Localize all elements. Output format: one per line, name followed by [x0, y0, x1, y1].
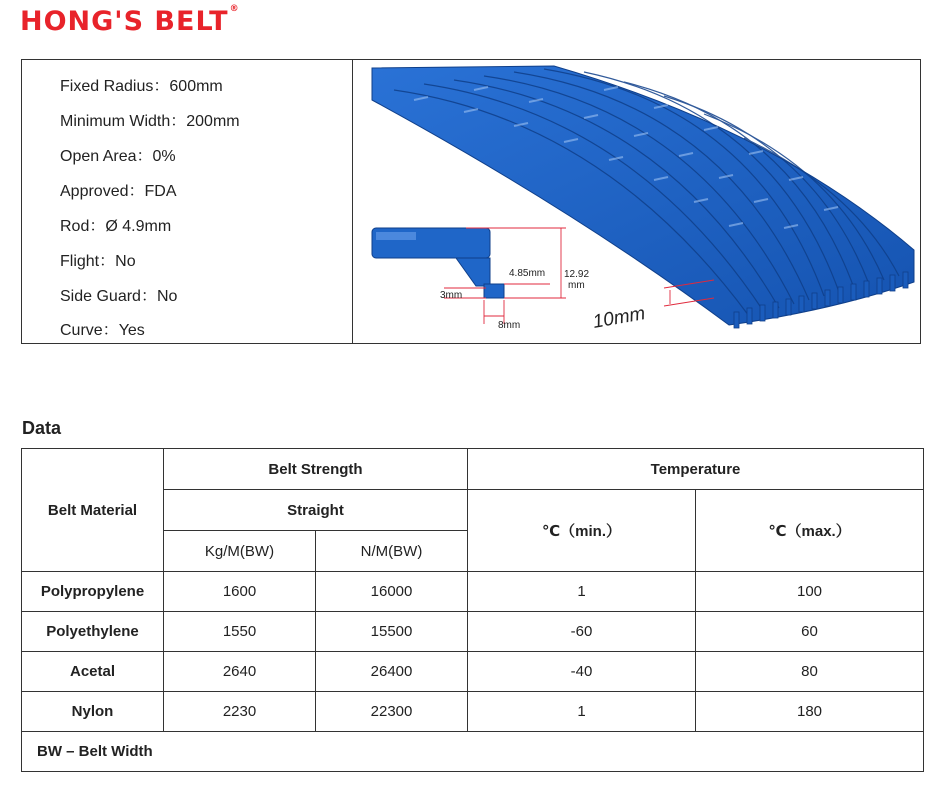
belt-surface — [372, 66, 914, 325]
dim-left-label: 3mm — [440, 290, 463, 301]
table-row — [22, 692, 924, 732]
registered-mark: ® — [229, 4, 240, 14]
row-n: 26400 — [316, 652, 468, 692]
spec-flight: Flight：No — [60, 253, 136, 270]
spec-open-area: Open Area：0% — [60, 148, 176, 165]
brand-name: HONG'S BELT — [20, 6, 229, 37]
dim-total-height-value: 12.92 — [564, 269, 590, 280]
spec-panel — [21, 59, 921, 344]
header-straight: Straight — [164, 490, 468, 531]
row-temp-max: 80 — [696, 652, 924, 692]
row-temp-max: 60 — [696, 612, 924, 652]
header-belt-strength: Belt Strength — [164, 449, 468, 490]
dim-total-height-unit: mm — [568, 280, 585, 291]
row-temp-max: 100 — [696, 572, 924, 612]
row-material: Polypropylene — [22, 572, 164, 612]
data-section-title: Data — [22, 418, 62, 438]
header-temp-max: ℃（max.） — [696, 490, 924, 572]
header-kg-per-m: Kg/M(BW) — [164, 531, 316, 572]
spec-side-guard: Side Guard：No — [60, 288, 178, 305]
belt-data-table — [21, 448, 924, 772]
spec-rod: Rod：Ø 4.9mm — [60, 218, 172, 235]
table-row — [22, 572, 924, 612]
row-temp-min: -60 — [468, 612, 696, 652]
spec-list — [22, 60, 353, 343]
table-footnote: BW – Belt Width — [22, 732, 924, 772]
row-temp-max: 180 — [696, 692, 924, 732]
row-n: 22300 — [316, 692, 468, 732]
spec-fixed-radius: Fixed Radius：600mm — [60, 78, 223, 95]
header-temperature: Temperature — [468, 449, 924, 490]
dim-bottom-label: 8mm — [498, 320, 521, 331]
row-material: Acetal — [22, 652, 164, 692]
spec-approved: Approved：FDA — [60, 183, 177, 200]
spec-curve: Curve：Yes — [60, 322, 145, 339]
dim-height-label: 4.85mm — [509, 268, 546, 279]
row-n: 16000 — [316, 572, 468, 612]
pitch-label: 10mm — [591, 303, 647, 333]
row-temp-min: 1 — [468, 572, 696, 612]
row-material: Nylon — [22, 692, 164, 732]
row-kg: 2230 — [164, 692, 316, 732]
belt-drawing — [354, 60, 920, 342]
row-n: 15500 — [316, 612, 468, 652]
header-n-per-m: N/M(BW) — [316, 531, 468, 572]
row-temp-min: 1 — [468, 692, 696, 732]
brand-logo — [20, 6, 240, 37]
row-kg: 2640 — [164, 652, 316, 692]
spec-minimum-width: Minimum Width：200mm — [60, 113, 240, 130]
table-row — [22, 652, 924, 692]
header-temp-min: ℃（min.） — [468, 490, 696, 572]
row-kg: 1600 — [164, 572, 316, 612]
belt-illustration — [354, 60, 920, 342]
cross-section-profile — [372, 228, 504, 298]
table-row — [22, 612, 924, 652]
row-material: Polyethylene — [22, 612, 164, 652]
header-belt-material: Belt Material — [22, 449, 164, 572]
row-temp-min: -40 — [468, 652, 696, 692]
row-kg: 1550 — [164, 612, 316, 652]
